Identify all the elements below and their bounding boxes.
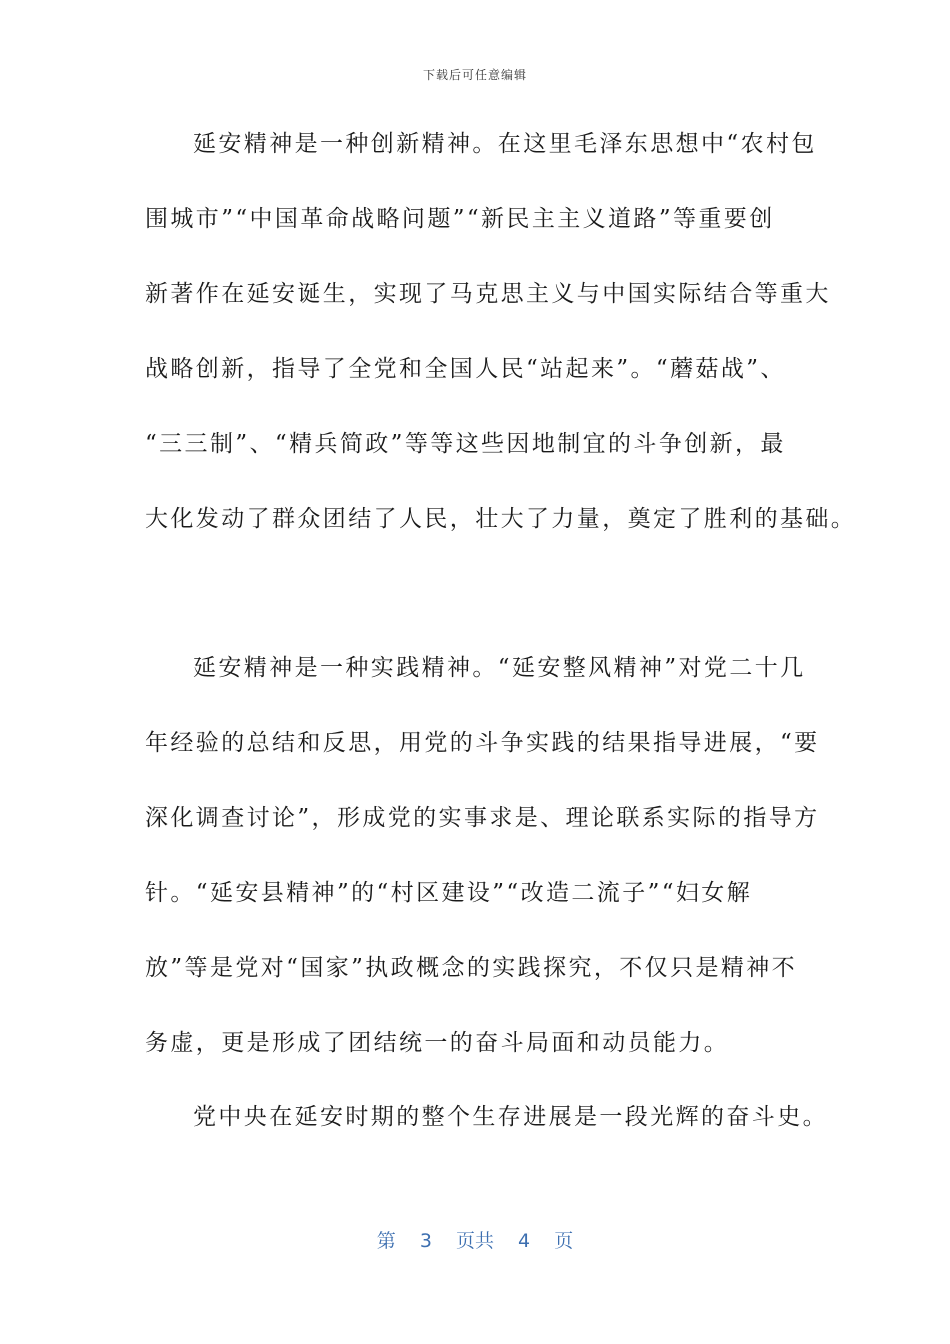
text-line: 针。“延安县精神”的“村区建设”“改造二流子”“妇女解 xyxy=(145,880,753,906)
footer-current-page: 3 xyxy=(419,1230,432,1252)
page-number-footer xyxy=(0,1226,950,1253)
text-line: 深化调查讨论”，形成党的实事求是、理论联系实际的指导方 xyxy=(145,805,820,831)
text-line: 放”等是党对“国家”执政概念的实践探究，不仅只是精神不 xyxy=(145,955,798,981)
text-line: 务虚，更是形成了团结统一的奋斗局面和动员能力。 xyxy=(145,1030,730,1056)
text-line: 围城市”“中国革命战略问题”“新民主主义道路”等重要创 xyxy=(145,206,775,232)
footer-total-pages: 4 xyxy=(518,1230,531,1252)
text-line: 战略创新，指导了全党和全国人民“站起来”。“蘑菇战”、 xyxy=(145,356,786,382)
footer-label-end: 页 xyxy=(554,1230,574,1252)
footer-label-of: 页共 xyxy=(455,1230,494,1252)
footer-label-page: 第 xyxy=(376,1230,396,1252)
text-line: 年经验的总结和反思，用党的斗争实践的结果指导进展，“要 xyxy=(145,730,820,756)
text-line: 大化发动了群众团结了人民，壮大了力量，奠定了胜利的基础。 xyxy=(145,506,857,532)
text-line: “三三制”、“精兵简政”等等这些因地制宜的斗争创新，最 xyxy=(145,431,786,457)
text-line: 党中央在延安时期的整个生存进展是一段光辉的奋斗史。 xyxy=(193,1104,828,1130)
text-line: 延安精神是一种实践精神。“延安整风精神”对党二十几 xyxy=(193,655,806,681)
text-line: 延安精神是一种创新精神。在这里毛泽东思想中“农村包 xyxy=(193,131,817,157)
text-line: 新著作在延安诞生，实现了马克思主义与中国实际结合等重大 xyxy=(145,281,831,307)
page-header-note: 下载后可任意编辑 xyxy=(422,68,527,82)
